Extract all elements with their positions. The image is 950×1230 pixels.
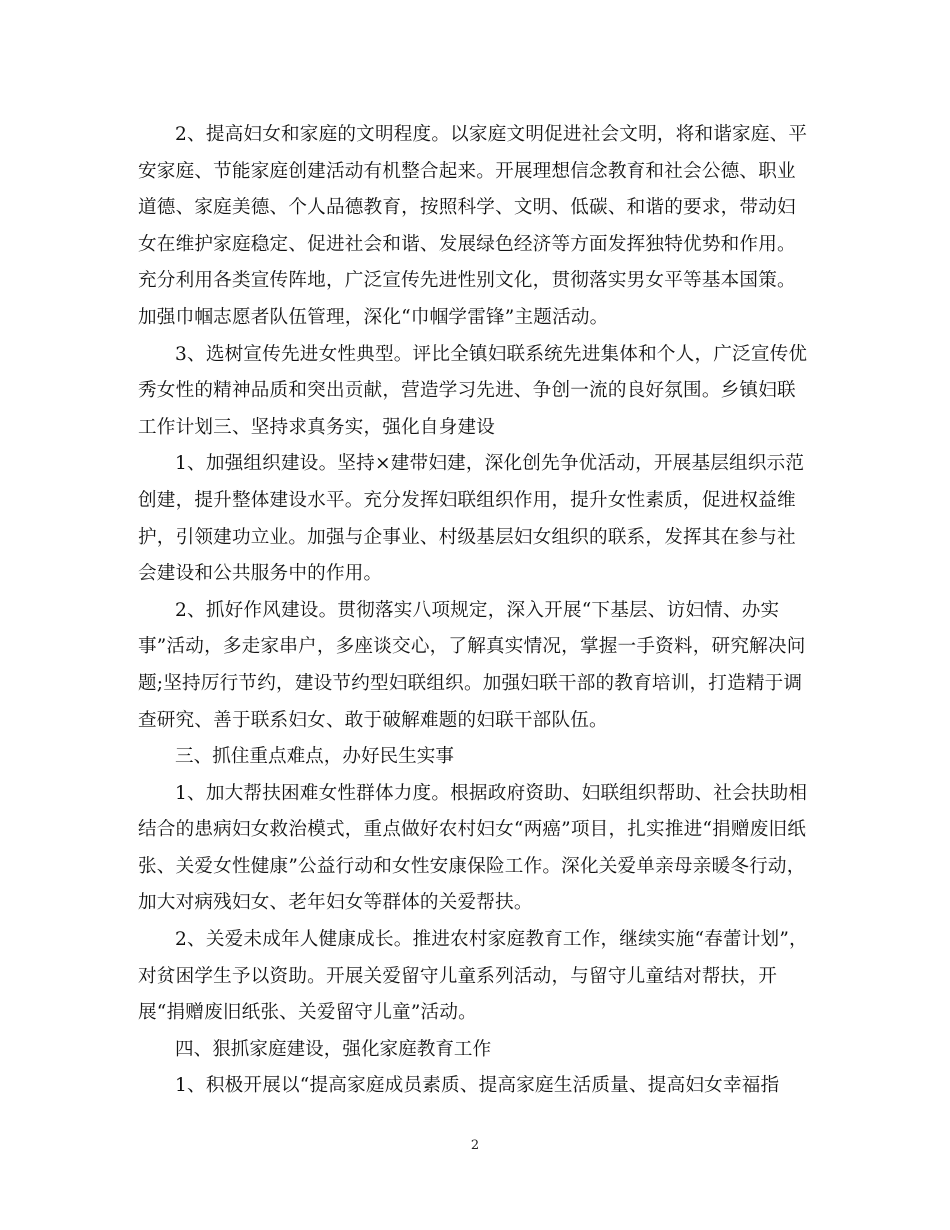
- text-line: 1、加大帮扶困难女性群体力度。根据政府资助、妇联组织帮助、社会扶助相: [175, 782, 808, 804]
- text-line: 结合的患病妇女救治模式，重点做好农村妇女“两癌”项目，扎实推进“捐赠废旧纸: [138, 819, 807, 841]
- paragraph-assistance: [138, 776, 806, 922]
- page-number: 2: [470, 1138, 480, 1153]
- text-line: 3、选树宣传先进女性典型。评比全镇妇联系统先进集体和个人，广泛宣传优: [175, 343, 808, 365]
- heading-text: 三、抓住重点难点，办好民生实事: [175, 746, 454, 768]
- text-line: 对贫困学生予以资助。开展关爱留守儿童系列活动，与留守儿童结对帮扶，开: [138, 965, 777, 987]
- text-line: 1、积极开展以“提高家庭成员素质、提高家庭生活质量、提高妇女幸福指: [175, 1075, 780, 1097]
- paragraph-family-education: [138, 1068, 806, 1105]
- paragraph-organization-building: [138, 446, 806, 592]
- section-heading-three: [138, 739, 806, 776]
- text-line: 查研究、善于联系妇女、敢于破解难题的妇联干部队伍。: [138, 709, 608, 731]
- text-line: 女在维护家庭稳定、促进社会和谐、发展绿色经济等方面发挥独特优势和作用。: [138, 233, 796, 255]
- section-heading-four: [138, 1032, 806, 1069]
- text-line: 展“捐赠废旧纸张、关爱留守儿童”活动。: [138, 1002, 477, 1024]
- text-line: 题;坚持厉行节约，建设节约型妇联组织。加强妇联干部的教育培训，打造精于调: [138, 672, 803, 694]
- heading-text: 四、狠抓家庭建设，强化家庭教育工作: [175, 1038, 492, 1060]
- text-line: 加大对病残妇女、老年妇女等群体的关爱帮扶。: [138, 892, 533, 914]
- paragraph-minors: [138, 922, 806, 1032]
- text-line: 创建，提升整体建设水平。充分发挥妇联组织作用，提升女性素质，促进权益维: [138, 489, 796, 511]
- text-line: 2、抓好作风建设。贯彻落实八项规定，深入开展“下基层、访妇情、办实: [175, 599, 780, 621]
- text-line: 1、加强组织建设。坚持×建带妇建，深化创先争优活动，开展基层组织示范: [175, 453, 805, 475]
- text-line: 加强巾帼志愿者队伍管理，深化“巾帼学雷锋”主题活动。: [138, 306, 609, 328]
- document-body: [138, 117, 806, 1105]
- paragraph-female-role-models: [138, 337, 806, 447]
- paragraph-family-civilization: [138, 117, 806, 337]
- text-line: 张、关爱女性健康”公益行动和女性安康保险工作。深化关爱单亲母亲暖冬行动，: [138, 855, 806, 877]
- text-line: 2、提高妇女和家庭的文明程度。以家庭文明促进社会文明，将和谐家庭、平: [175, 124, 808, 145]
- text-line: 工作计划三、坚持求真务实，强化自身建设: [138, 416, 496, 438]
- text-line: 充分利用各类宣传阵地，广泛宣传先进性别文化，贯彻落实男女平等基本国策。: [138, 270, 796, 292]
- text-line: 秀女性的精神品质和突出贡献，营造学习先进、争创一流的良好氛围。乡镇妇联: [138, 380, 796, 402]
- text-line: 会建设和公共服务中的作用。: [138, 563, 383, 585]
- paragraph-work-style: [138, 593, 806, 739]
- text-line: 2、关爱未成年人健康成长。推进农村家庭教育工作，继续实施“春蕾计划”，: [175, 929, 808, 951]
- text-line: 安家庭、节能家庭创建活动有机整合起来。开展理想信念教育和社会公德、职业: [138, 160, 796, 182]
- text-line: 道德、家庭美德、个人品德教育，按照科学、文明、低碳、和谐的要求，带动妇: [138, 197, 796, 219]
- text-line: 护，引领建功立业。加强与企事业、村级基层妇女组织的联系，发挥其在参与社: [138, 526, 796, 548]
- text-line: 事”活动，多走家串户，多座谈交心，了解真实情况，掌握一手资料，研究解决问: [138, 636, 806, 658]
